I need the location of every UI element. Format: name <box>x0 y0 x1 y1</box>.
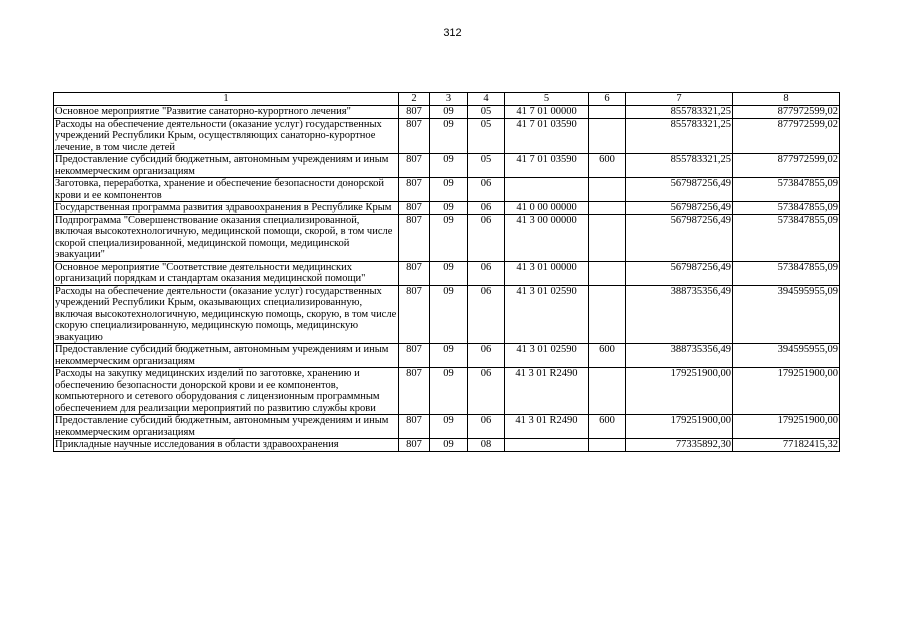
column-header-6: 6 <box>589 93 626 106</box>
header-row <box>54 93 840 106</box>
row-code-4: 05 <box>468 154 505 178</box>
row-amount-8: 179251900,00 <box>733 368 840 415</box>
row-code-4: 06 <box>468 344 505 368</box>
row-code-3: 09 <box>430 285 468 344</box>
row-name: Заготовка, переработка, хранение и обеспечение безопасности донорской крови и ее компонентов <box>54 178 399 202</box>
row-name: Подпрограмма "Совершенствование оказания специализированной, включая высокотехнологичную, медицинской помощи, скорой, в том числе скорой специализированной, медицинской помощи, медицинской эвакуации" <box>54 214 399 261</box>
row-amount-7: 179251900,00 <box>626 415 733 439</box>
row-code-2: 807 <box>399 368 430 415</box>
row-code-4: 06 <box>468 415 505 439</box>
row-code-3: 09 <box>430 261 468 285</box>
row-code-5: 41 3 01 00000 <box>505 261 589 285</box>
row-name: Государственная программа развития здравоохранения в Республике Крым <box>54 202 399 215</box>
row-amount-7: 77335892,30 <box>626 439 733 452</box>
row-code-2: 807 <box>399 118 430 154</box>
row-code-3: 09 <box>430 344 468 368</box>
row-amount-8: 877972599,02 <box>733 154 840 178</box>
row-code-2: 807 <box>399 178 430 202</box>
row-name: Прикладные научные исследования в области здравоохранения <box>54 439 399 452</box>
row-code-2: 807 <box>399 285 430 344</box>
row-code-5: 41 7 01 00000 <box>505 106 589 119</box>
row-code-4: 06 <box>468 285 505 344</box>
row-code-6: 600 <box>589 154 626 178</box>
row-code-6 <box>589 368 626 415</box>
row-code-4: 06 <box>468 214 505 261</box>
row-code-6 <box>589 106 626 119</box>
row-code-2: 807 <box>399 439 430 452</box>
page-number: 312 <box>443 27 462 39</box>
column-header-5: 5 <box>505 93 589 106</box>
row-code-4: 06 <box>468 261 505 285</box>
row-amount-7: 855783321,25 <box>626 106 733 119</box>
row-amount-8: 573847855,09 <box>733 214 840 261</box>
row-code-6 <box>589 202 626 215</box>
table-row <box>54 415 840 439</box>
row-code-5: 41 3 01 R2490 <box>505 368 589 415</box>
table-row <box>54 261 840 285</box>
row-code-4: 06 <box>468 202 505 215</box>
row-name: Основное мероприятие "Соответствие деятельности медицинских организаций порядкам и стандартам оказания медицинской помощи" <box>54 261 399 285</box>
row-amount-7: 567987256,49 <box>626 261 733 285</box>
row-amount-7: 855783321,25 <box>626 118 733 154</box>
row-code-3: 09 <box>430 214 468 261</box>
row-amount-7: 855783321,25 <box>626 154 733 178</box>
row-code-5: 41 3 01 02590 <box>505 344 589 368</box>
row-code-4: 06 <box>468 178 505 202</box>
row-code-6: 600 <box>589 415 626 439</box>
column-header-2: 2 <box>399 93 430 106</box>
row-name: Предоставление субсидий бюджетным, автономным учреждениям и иным некоммерческим организациям <box>54 344 399 368</box>
table-row <box>54 214 840 261</box>
row-code-3: 09 <box>430 154 468 178</box>
row-code-3: 09 <box>430 178 468 202</box>
table-row <box>54 106 840 119</box>
row-code-5: 41 3 01 02590 <box>505 285 589 344</box>
row-code-3: 09 <box>430 118 468 154</box>
row-amount-7: 567987256,49 <box>626 178 733 202</box>
row-amount-8: 877972599,02 <box>733 118 840 154</box>
row-name: Расходы на обеспечение деятельности (оказание услуг) государственных учреждений Республики Крым, оказывающих специализированную, включая высокотехнологичную, медицинскую помощь, скорую, в том числе скорую специализированную, медицинскую помощь, медицинскую эвакуацию <box>54 285 399 344</box>
table-row <box>54 368 840 415</box>
column-header-7: 7 <box>626 93 733 106</box>
row-code-5 <box>505 178 589 202</box>
row-amount-8: 573847855,09 <box>733 261 840 285</box>
row-code-2: 807 <box>399 344 430 368</box>
row-code-6 <box>589 439 626 452</box>
row-code-2: 807 <box>399 202 430 215</box>
row-amount-7: 388735356,49 <box>626 344 733 368</box>
column-header-4: 4 <box>468 93 505 106</box>
row-code-3: 09 <box>430 439 468 452</box>
row-name: Расходы на закупку медицинских изделий по заготовке, хранению и обеспечению безопасности донорской крови и ее компонентов, компьютерного и сетевого оборудования с лицензионным программным обеспечением для реализации мероприятий по развитию службы крови <box>54 368 399 415</box>
row-code-5: 41 3 01 R2490 <box>505 415 589 439</box>
row-code-2: 807 <box>399 261 430 285</box>
row-code-4: 06 <box>468 368 505 415</box>
table-row <box>54 178 840 202</box>
row-code-5: 41 7 01 03590 <box>505 118 589 154</box>
row-code-2: 807 <box>399 106 430 119</box>
row-amount-7: 179251900,00 <box>626 368 733 415</box>
column-header-8: 8 <box>733 93 840 106</box>
row-code-3: 09 <box>430 415 468 439</box>
row-amount-8: 77182415,32 <box>733 439 840 452</box>
row-code-6 <box>589 118 626 154</box>
row-code-6 <box>589 261 626 285</box>
row-code-6 <box>589 285 626 344</box>
table-row <box>54 344 840 368</box>
row-amount-7: 567987256,49 <box>626 214 733 261</box>
row-name: Основное мероприятие "Развитие санаторно-курортного лечения" <box>54 106 399 119</box>
column-header-1: 1 <box>54 93 399 106</box>
table-row <box>54 202 840 215</box>
column-header-3: 3 <box>430 93 468 106</box>
row-name: Предоставление субсидий бюджетным, автономным учреждениям и иным некоммерческим организациям <box>54 154 399 178</box>
row-amount-7: 388735356,49 <box>626 285 733 344</box>
row-code-4: 05 <box>468 118 505 154</box>
row-code-3: 09 <box>430 368 468 415</box>
row-amount-8: 394595955,09 <box>733 285 840 344</box>
table-row <box>54 118 840 154</box>
row-code-4: 05 <box>468 106 505 119</box>
row-amount-8: 877972599,02 <box>733 106 840 119</box>
table-row <box>54 154 840 178</box>
row-code-3: 09 <box>430 106 468 119</box>
row-amount-8: 179251900,00 <box>733 415 840 439</box>
row-name: Предоставление субсидий бюджетным, автономным учреждениям и иным некоммерческим организациям <box>54 415 399 439</box>
row-code-2: 807 <box>399 415 430 439</box>
table-row <box>54 285 840 344</box>
row-amount-7: 567987256,49 <box>626 202 733 215</box>
row-code-6 <box>589 214 626 261</box>
row-name: Расходы на обеспечение деятельности (оказание услуг) государственных учреждений Республики Крым, осуществляющих санаторно-курортное лечение, в том числе детей <box>54 118 399 154</box>
row-code-2: 807 <box>399 214 430 261</box>
row-code-6 <box>589 178 626 202</box>
row-code-3: 09 <box>430 202 468 215</box>
row-amount-8: 573847855,09 <box>733 202 840 215</box>
table-body <box>54 106 840 452</box>
table-row <box>54 439 840 452</box>
row-amount-8: 394595955,09 <box>733 344 840 368</box>
row-code-2: 807 <box>399 154 430 178</box>
row-code-6: 600 <box>589 344 626 368</box>
row-code-4: 08 <box>468 439 505 452</box>
row-code-5: 41 7 01 03590 <box>505 154 589 178</box>
budget-table <box>53 92 840 452</box>
row-code-5: 41 3 00 00000 <box>505 214 589 261</box>
row-amount-8: 573847855,09 <box>733 178 840 202</box>
row-code-5: 41 0 00 00000 <box>505 202 589 215</box>
row-code-5 <box>505 439 589 452</box>
